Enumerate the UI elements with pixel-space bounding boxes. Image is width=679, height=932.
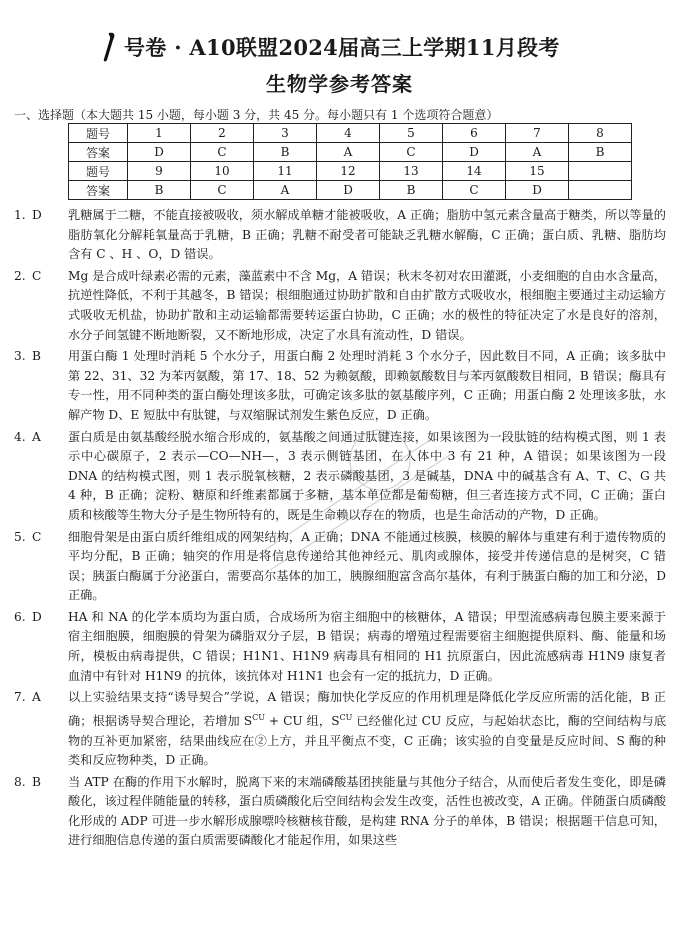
header (0, 30, 679, 64)
answer-table-cell: D (128, 143, 191, 162)
answer-table-cell: C (191, 143, 254, 162)
answer-table-row (69, 143, 632, 162)
answer-table-cell: 5 (380, 124, 443, 143)
answer-table-cell: D (443, 143, 506, 162)
document-title: 号卷 · A10联盟2024届高三上学期11月段考 (124, 35, 560, 60)
answer-table-cell: C (443, 181, 506, 200)
logo-mark-icon (100, 32, 120, 62)
answer-table-cell: A (254, 181, 317, 200)
answer-table-cell: A (506, 143, 569, 162)
explanation-item (14, 773, 666, 851)
answer-explanations (14, 206, 666, 853)
answer-table-cell: D (317, 181, 380, 200)
explanation-item (14, 688, 666, 770)
answer-table-cell: A (317, 143, 380, 162)
item-explanation: 乳糖属于二糖，不能直接被吸收，须水解成单糖才能被吸收，A 正确；脂肪中氢元素含量高于糖类，所以等量的脂肪氧化分解耗氧量高于乳糖，B 正确；乳糖不耐受者可能缺乏乳糖水解酶，C 正确；蛋白质、乳糖、脂肪均含有 C 、H 、O，D 错误。 (68, 208, 666, 262)
explanation-item (14, 608, 666, 686)
item-number: 3. (14, 349, 26, 364)
item-answer: B (32, 349, 41, 364)
answer-table-cell: 14 (443, 162, 506, 181)
answer-table-cell: C (191, 181, 254, 200)
answer-table-cell: B (254, 143, 317, 162)
answer-table-cell (569, 181, 632, 200)
answer-table-cell: B (128, 181, 191, 200)
explanation-item (14, 528, 666, 606)
answer-table-row (69, 162, 632, 181)
item-answer: D (32, 208, 42, 222)
answer-table-header-cell: 题号 (69, 162, 128, 181)
answer-table-cell: 2 (191, 124, 254, 143)
answer-table-cell: 6 (443, 124, 506, 143)
answer-table-cell: 13 (380, 162, 443, 181)
item-number: 6. (14, 609, 26, 624)
answer-table-cell: 3 (254, 124, 317, 143)
answer-table-cell: 9 (128, 162, 191, 181)
answer-table-cell: 8 (569, 124, 632, 143)
answer-table-header-cell: 答案 (69, 143, 128, 162)
answer-table-cell: 15 (506, 162, 569, 181)
item-explanation: Mg 是合成叶绿素必需的元素，藻蓝素中不含 Mg，A 错误；秋末冬初对农田灌溉，小麦细胞的自由水含量高，抗逆性降低，不利于其越冬，B 错误；根细胞通过协助扩散和自由扩散方式吸收水，根细胞主要通过主动运输方式吸收无机盐，协助扩散和主动运输都需要转运蛋白协助，C 正确；水的极性的特征决定了水是良好的溶剂，水分子间氢键不断地断裂，又不断地形成，决定了水具有流动性，D 错误。 (68, 268, 666, 342)
item-answer: B (32, 774, 41, 789)
section-heading: 一、选择题（本大题共 15 小题，每小题 3 分，共 45 分。每小题只有 1 个选项符合题意） (14, 108, 499, 122)
answer-table-cell: D (506, 181, 569, 200)
answer-table-header-cell: 答案 (69, 181, 128, 200)
item-number: 8. (14, 774, 26, 789)
item-explanation: 蛋白质是由氨基酸经脱水缩合形成的，氨基酸之间通过肽键连接，如果该图为一段肽链的结构模式图，则 1 表示中心碳原子，2 表示—CO—NH—，3 表示侧链基团，在人体中 3 有 21 种，A 错误；如果该图为一段 DNA 的结构模式图，则 1 表示脱氧核糖，2 表示磷酸基团，3 是碱基，DNA 中的碱基含有 A、T、C、G 共 4 种，B 正确；淀粉、糖原和纤维素都属于多糖，基本单位都是葡萄糖，但三者连接方式不同，C 正确；蛋白质和核酸等生物大分子是生物所特有的，既是生命赖以存在的物质，也是生命活动的产物，D 正确。 (68, 429, 666, 522)
item-number: 1. (14, 208, 26, 222)
answer-table-cell: 10 (191, 162, 254, 181)
answer-table-cell: 11 (254, 162, 317, 181)
item-answer: A (32, 690, 41, 705)
item-answer: C (32, 268, 42, 283)
item-explanation: 以上实验结果支持“诱导契合”学说，A 错误；酶加快化学反应的作用机理是降低化学反应所需的活化能，B 正确；根据诱导契合理论，若增加 $S^{CU}$ + CU 组，$S^{CU}$ 已经催化过 CU 反应，与起始状态比，酶的空间结构与底物的互补更加紧密，结果曲线应在②上方，并且平衡点不变，C 正确；该实验的自变量是反应时间、S 酶的种类和反应物种类，D 正确。 (68, 690, 667, 768)
answer-table-cell: C (380, 143, 443, 162)
answer-table-cell (569, 162, 632, 181)
answer-table-row (69, 124, 632, 143)
answer-table-cell: 7 (506, 124, 569, 143)
item-explanation: 细胞骨架是由蛋白质纤维组成的网架结构，A 正确；DNA 不能通过核膜，核膜的解体与重建有利于遗传物质的平均分配，B 正确；轴突的作用是将信息传递给其他神经元、肌肉或腺体，接受并传递信息的是树突，C 错误；胰蛋白酶属于分泌蛋白，需要高尔基体的加工，胰腺细胞富含高尔基体，有利于胰蛋白酶的加工和分泌，D 正确。 (68, 529, 666, 603)
answer-table-row (69, 181, 632, 200)
explanation-item (14, 206, 666, 265)
item-explanation: 用蛋白酶 1 处理时消耗 5 个水分子，用蛋白酶 2 处理时消耗 3 个水分子，因此数目不同，A 正确；该多肽中第 22、31、32 为苯丙氨酸，第 17、18、52 为赖氨酸，即赖氨酸数目与苯丙氨酸数目相同，B 错误；酶具有专一性，用不同种类的蛋白酶处理该多肽，可确定该多肽的氨基酸序列，C 正确；用蛋白酶 2 处理该多肽，水解产物 D、E 短肽中有肽键，与双缩脲试剂发生紫色反应，D 正确。 (68, 349, 666, 422)
item-number: 4. (14, 429, 26, 444)
item-explanation: HA 和 NA 的化学本质均为蛋白质，合成场所为宿主细胞中的核糖体，A 错误；甲型流感病毒包膜主要来源于宿主细胞膜，细胞膜的骨架为磷脂双分子层，B 错误；病毒的增殖过程需要宿主细胞提供原料、酶、能量和场所，模板由病毒提供，C 错误；H1N1、H1N9 病毒具有相同的 H1 抗原蛋白，因此流感病毒 H1N9 康复者血清中有针对 H1N9 的抗体，该抗体对 H1N1 也会有一定的抵抗力，D 正确。 (68, 609, 666, 683)
answer-table-header-cell: 题号 (69, 124, 128, 143)
item-answer: D (32, 609, 42, 624)
item-explanation: 当 ATP 在酶的作用下水解时，脱离下来的末端磷酸基团挟能量与其他分子结合，从而使后者发生变化，即是磷酸化，该过程伴随能量的转移，蛋白质磷酸化后空间结构会发生改变，活性也被改变，A 正确。伴随蛋白质磷酸化形成的 ADP 可进一步水解形成腺嘌呤核糖核苷酸，是构建 RNA 分子的单体，B 错误；根据题干信息可知，进行细胞信息传递的蛋白质需要磷酸化才能起作用，如果这些 (68, 774, 666, 848)
answer-table (68, 123, 632, 200)
answer-table-cell: 1 (128, 124, 191, 143)
answer-table-cell: B (380, 181, 443, 200)
item-answer: A (32, 429, 41, 444)
explanation-item (14, 347, 666, 425)
answer-table-cell: 4 (317, 124, 380, 143)
answer-table-cell: 12 (317, 162, 380, 181)
answer-table-cell: B (569, 143, 632, 162)
item-number: 7. (14, 690, 26, 705)
document-subtitle: 生物学参考答案 (266, 72, 413, 96)
explanation-item (14, 428, 666, 526)
item-number: 5. (14, 529, 26, 544)
explanation-item (14, 267, 666, 345)
item-number: 2. (14, 268, 26, 283)
item-answer: C (32, 529, 42, 544)
